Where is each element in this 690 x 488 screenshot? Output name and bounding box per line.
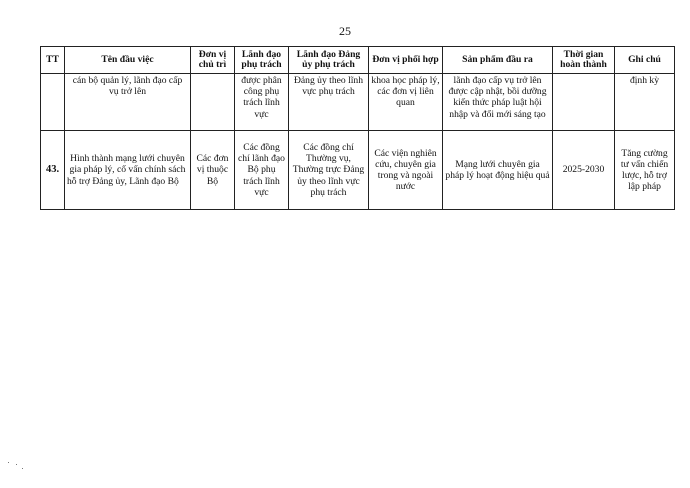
- header-time: Thời gian hoàn thành: [553, 47, 615, 74]
- table-row: [41, 74, 675, 131]
- header-tt: TT: [41, 47, 65, 74]
- cell-leader: được phân công phụ trách lĩnh vực: [235, 74, 289, 131]
- header-lead-unit: Đơn vị chủ trì: [191, 47, 235, 74]
- cell-leader: Các đồng chí lãnh đạo Bộ phụ trách lĩnh vực: [235, 131, 289, 210]
- cell-output: lãnh đạo cấp vụ trở lên được cập nhật, bồi dưỡng kiến thức pháp luật hội nhập và đổi mới sáng tạo: [443, 74, 553, 131]
- cell-time: 2025-2030: [553, 131, 615, 210]
- header-output: Sản phẩm đầu ra: [443, 47, 553, 74]
- header-leader: Lãnh đạo phụ trách: [235, 47, 289, 74]
- cell-task: Hình thành mạng lưới chuyên gia pháp lý, cố vấn chính sách hỗ trợ Đảng ủy, Lãnh đạo Bộ: [65, 131, 191, 210]
- cell-output: Mạng lưới chuyên gia pháp lý hoạt động hiệu quả: [443, 131, 553, 210]
- header-note: Ghi chú: [615, 47, 675, 74]
- header-task: Tên đầu việc: [65, 47, 191, 74]
- cell-task: cán bộ quản lý, lãnh đạo cấp vụ trở lên: [65, 74, 191, 131]
- cell-lead-unit: Các đơn vị thuộc Bộ: [191, 131, 235, 210]
- cell-party-leader: Các đồng chí Thường vụ, Thường trực Đảng ủy theo lĩnh vực phụ trách: [289, 131, 369, 210]
- header-coord-unit: Đơn vị phối hợp: [369, 47, 443, 74]
- page-number: 25: [339, 24, 351, 38]
- cell-tt: [41, 74, 65, 131]
- cell-note: Tăng cường tư vấn chiến lược, hỗ trợ lập pháp: [615, 131, 675, 210]
- cell-party-leader: Đảng ủy theo lĩnh vực phụ trách: [289, 74, 369, 131]
- cell-time: [553, 74, 615, 131]
- header-party-leader: Lãnh đạo Đảng ủy phụ trách: [289, 47, 369, 74]
- cell-lead-unit: [191, 74, 235, 131]
- task-table: [40, 46, 675, 210]
- cell-tt: 43.: [41, 131, 65, 210]
- table-header-row: [41, 47, 675, 74]
- table-row: [41, 131, 675, 210]
- cell-note: định kỳ: [615, 74, 675, 131]
- cell-coord-unit: khoa học pháp lý, các đơn vị liên quan: [369, 74, 443, 131]
- cell-coord-unit: Các viện nghiên cứu, chuyên gia trong và ngoài nước: [369, 131, 443, 210]
